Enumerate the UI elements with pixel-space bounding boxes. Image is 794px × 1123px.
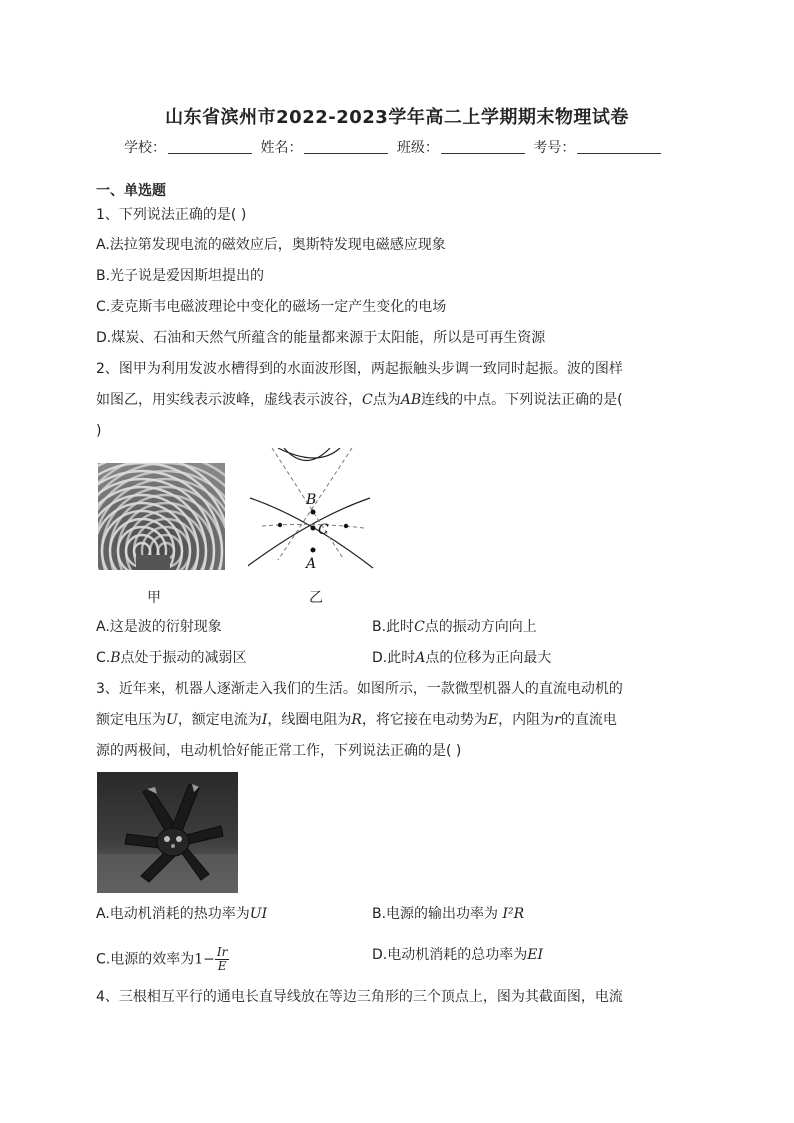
- q3-opt-var: EI: [527, 947, 543, 963]
- q3-opt-var: UI: [249, 906, 268, 922]
- exam-title: 山东省滨州市2022-2023学年高二上学期期末物理试卷: [165, 107, 629, 128]
- q2-text: 点为: [372, 392, 401, 408]
- q3-stem-line2: [96, 711, 617, 729]
- q3-option-b: [372, 905, 524, 923]
- name-label: 姓名：: [260, 140, 303, 156]
- robot-image: [97, 772, 238, 893]
- q3-stem-line1: 3、近年来，机器人逐渐走入我们的生活。如图所示，一款微型机器人的直流电动机的: [96, 681, 623, 697]
- ripple-tank-photo: [98, 463, 225, 570]
- label-c: C: [318, 522, 329, 538]
- q4-stem-line1: 4、三根相互平行的通电长直导线放在等边三角形的三个顶点上，图为其截面图，电流: [96, 989, 623, 1005]
- q1-stem: 1、下列说法正确的是( ): [96, 207, 247, 223]
- point-a-dot: [311, 548, 316, 553]
- robot-photo: [97, 772, 238, 893]
- q2-opt-var: A: [415, 650, 426, 666]
- crest-line: [284, 448, 330, 461]
- q3-stem-line3: 源的两极间，电动机恰好能正常工作，下列说法正确的是( ): [96, 743, 462, 759]
- q2-text: 连线的中点。下列说法正确的是(: [421, 392, 623, 408]
- interference-diagram: [248, 448, 378, 576]
- q3-opt-text: C.电源的效率为: [96, 951, 195, 968]
- class-label: 班级：: [396, 140, 439, 156]
- point-b-dot: [311, 510, 316, 515]
- q3-option-a: [96, 905, 267, 923]
- q3-option-c: [96, 946, 229, 973]
- figure-jia-caption: 甲: [147, 590, 161, 606]
- student-info-row: [124, 137, 665, 157]
- q2-opt-text: B.此时: [372, 619, 415, 635]
- q2-option-d: [372, 649, 551, 667]
- q3-text: ，额定电流为: [177, 712, 262, 728]
- q2-opt-var: B: [110, 650, 121, 666]
- q3-opt-text: A.电动机消耗的热功率为: [96, 906, 250, 922]
- q2-opt-var: C: [414, 619, 425, 635]
- ripple-tank-image: [98, 463, 225, 570]
- fraction-denominator: E: [217, 959, 227, 973]
- exam-number-blank[interactable]: [577, 139, 661, 154]
- q2-stem-line2: [96, 391, 623, 409]
- q3-text: ，线圈电阻为: [267, 712, 352, 728]
- q2-var-c: C: [362, 392, 373, 408]
- q3-var: r: [554, 712, 561, 728]
- q3-var: U: [166, 712, 178, 728]
- q3-var: R: [351, 712, 362, 728]
- q2-opt-text: 点的位移为正向最大: [425, 650, 552, 666]
- node-dot: [344, 524, 348, 528]
- q3-var: I: [261, 712, 268, 728]
- q2-option-a: A.这是波的衍射现象: [96, 619, 222, 635]
- q3-opt-var: I²R: [502, 906, 525, 922]
- q2-opt-text: 点处于振动的减弱区: [120, 650, 247, 666]
- q1-option-b: B.光子说是爱因斯坦提出的: [96, 268, 265, 284]
- q3-opt-text: D.电动机消耗的总功率为: [372, 947, 528, 963]
- q3-option-d: [372, 946, 543, 964]
- class-blank[interactable]: [441, 139, 525, 154]
- crest-line: [278, 448, 340, 458]
- school-label: 学校：: [124, 140, 166, 156]
- point-c-dot: [311, 526, 316, 531]
- q2-option-b: [372, 618, 537, 636]
- q2-opt-text: D.此时: [372, 650, 416, 666]
- q3-text: 的直流电: [560, 712, 617, 728]
- school-blank[interactable]: [168, 139, 252, 154]
- section-heading: 一、单选题: [96, 183, 166, 199]
- q3-text: ，将它接在电动势为: [361, 712, 488, 728]
- q2-stem-line1: 2、图甲为利用发波水槽得到的水面波形图，两起振触头步调一致同时起振。波的图样: [96, 361, 623, 377]
- label-b: B: [306, 492, 317, 508]
- q2-stem-line3: ): [96, 423, 102, 439]
- node-dot: [278, 523, 282, 527]
- q1-option-d: D.煤炭、石油和天然气所蕴含的能量都来源于太阳能，所以是可再生资源: [96, 330, 546, 346]
- name-blank[interactable]: [304, 139, 388, 154]
- label-a: A: [306, 556, 317, 572]
- efficiency-fraction: [215, 946, 229, 973]
- q2-opt-text: C.: [96, 650, 111, 666]
- q2-text: 如图乙，用实线表示波峰，虚线表示波谷，: [96, 392, 362, 408]
- q1-option-a: A.法拉第发现电流的磁效应后，奥斯特发现电磁感应现象: [96, 237, 446, 253]
- q2-var-ab: AB: [400, 392, 422, 408]
- q3-text: ，内阻为: [498, 712, 555, 728]
- figure-yi-caption: 乙: [309, 590, 323, 606]
- q3-opt-one: 1−: [194, 951, 215, 968]
- fraction-numerator: Ir: [216, 945, 228, 959]
- q2-opt-text: 点的振动方向向上: [424, 619, 537, 635]
- interference-svg: [248, 448, 378, 576]
- q3-text: 额定电压为: [96, 712, 166, 728]
- q3-var: E: [487, 712, 499, 728]
- q3-opt-text: B.电源的输出功率为: [372, 906, 499, 922]
- exam-number-label: 考号：: [533, 140, 576, 156]
- q2-option-c: [96, 649, 247, 667]
- q1-option-c: C.麦克斯韦电磁波理论中变化的磁场一定产生变化的电场: [96, 299, 447, 315]
